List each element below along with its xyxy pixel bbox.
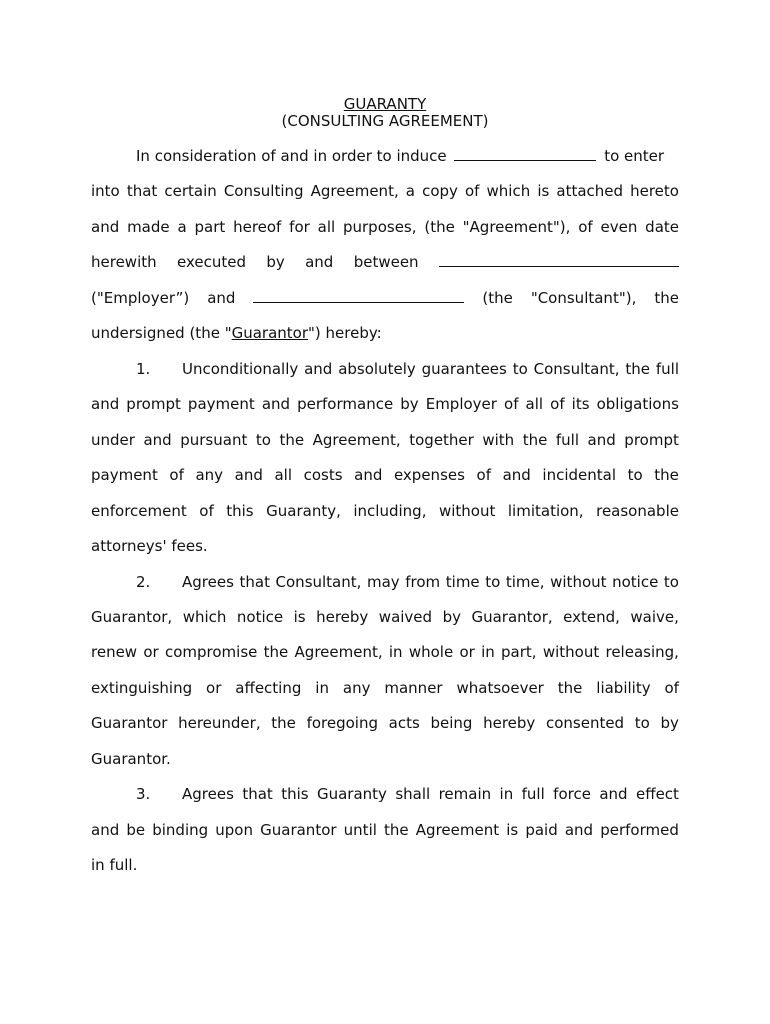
word: full bbox=[655, 360, 679, 378]
word: waive, bbox=[630, 608, 679, 626]
word: be bbox=[126, 821, 146, 839]
company-blank bbox=[454, 145, 596, 161]
word: notice bbox=[612, 573, 659, 591]
word: reasonable bbox=[596, 502, 679, 520]
word: copy bbox=[422, 182, 458, 200]
word: and bbox=[354, 466, 383, 484]
word: and bbox=[587, 431, 616, 449]
word: this bbox=[281, 785, 309, 803]
word: the bbox=[557, 679, 583, 697]
word: absolutely bbox=[338, 360, 416, 378]
word: manner bbox=[384, 679, 443, 697]
word: by bbox=[442, 608, 461, 626]
word: and bbox=[304, 360, 333, 378]
word: force bbox=[553, 785, 591, 803]
word: enforcement bbox=[91, 502, 187, 520]
word: to bbox=[663, 573, 679, 591]
word: that bbox=[126, 182, 158, 200]
word: including, bbox=[353, 502, 427, 520]
word: (the bbox=[424, 218, 455, 236]
clause-2-line bbox=[91, 712, 679, 734]
word: Guaranty, bbox=[266, 502, 341, 520]
clause-1-line bbox=[91, 429, 679, 451]
word: liability bbox=[596, 679, 651, 697]
word: from bbox=[405, 573, 441, 591]
word: the bbox=[522, 431, 548, 449]
employer-blank bbox=[439, 251, 679, 267]
clause-3-line bbox=[91, 819, 679, 841]
word: compromise bbox=[164, 643, 258, 661]
word: all bbox=[525, 395, 544, 413]
clause-1-line bbox=[91, 464, 679, 486]
word: into bbox=[91, 182, 120, 200]
word: date bbox=[645, 218, 679, 236]
word: and bbox=[234, 466, 263, 484]
word: that bbox=[239, 573, 270, 591]
word: or bbox=[459, 643, 475, 661]
word: releasing, bbox=[605, 643, 679, 661]
word: without bbox=[550, 573, 607, 591]
word: effect bbox=[636, 785, 679, 803]
word: part, bbox=[501, 643, 537, 661]
clause-number: 2. bbox=[136, 573, 151, 591]
word: "Agreement"), bbox=[462, 218, 571, 236]
word: the bbox=[263, 643, 289, 661]
word: that bbox=[242, 785, 273, 803]
word: prompt bbox=[624, 431, 679, 449]
word: incidental bbox=[542, 466, 617, 484]
word: for bbox=[289, 218, 310, 236]
word: to bbox=[634, 714, 650, 732]
word: Employer bbox=[425, 395, 497, 413]
word: Agreement bbox=[415, 821, 500, 839]
word: is bbox=[537, 182, 550, 200]
word: Guaranty bbox=[316, 785, 387, 803]
word: by bbox=[400, 395, 419, 413]
word: by bbox=[660, 714, 679, 732]
word: is bbox=[506, 821, 519, 839]
word: a bbox=[177, 218, 187, 236]
word: until bbox=[343, 821, 377, 839]
word: upon bbox=[215, 821, 253, 839]
word: hereby bbox=[483, 714, 536, 732]
word: guarantees bbox=[421, 360, 507, 378]
intro-line-1: In consideration of and in order to induce to enter bbox=[136, 147, 665, 165]
word: time bbox=[445, 573, 480, 591]
word: foregoing bbox=[306, 714, 378, 732]
word: and bbox=[261, 395, 291, 413]
clause-3-last-line: in full. bbox=[91, 856, 138, 874]
word: the bbox=[271, 714, 296, 732]
clause-2-first-line bbox=[136, 571, 679, 593]
word: Agreement, bbox=[312, 431, 401, 449]
word: of bbox=[504, 395, 519, 413]
word: of bbox=[664, 679, 679, 697]
word: of bbox=[464, 182, 480, 200]
word: Agreement, bbox=[294, 643, 383, 661]
word: in bbox=[315, 679, 329, 697]
word: notice bbox=[236, 608, 284, 626]
word: certain bbox=[164, 182, 217, 200]
word: of bbox=[476, 466, 491, 484]
word: expenses bbox=[393, 466, 465, 484]
word: or bbox=[143, 643, 159, 661]
word: pursuant bbox=[180, 431, 248, 449]
consultant-blank bbox=[253, 287, 464, 303]
word: of bbox=[550, 395, 565, 413]
clause-2-line bbox=[91, 606, 679, 628]
word: hereof bbox=[233, 218, 282, 236]
word: Consultant, bbox=[275, 573, 362, 591]
word: consented bbox=[545, 714, 625, 732]
word: hereby bbox=[316, 608, 369, 626]
word: or bbox=[206, 679, 222, 697]
word: in bbox=[388, 643, 403, 661]
word: may bbox=[367, 573, 400, 591]
word: Unconditionally bbox=[182, 360, 299, 378]
clause-1-first-line bbox=[136, 358, 679, 380]
word: being bbox=[430, 714, 473, 732]
word: which bbox=[486, 182, 531, 200]
word: Agrees bbox=[182, 573, 234, 591]
word: to bbox=[627, 466, 643, 484]
word: limitation, bbox=[507, 502, 584, 520]
word: of bbox=[199, 502, 214, 520]
word: and bbox=[91, 395, 120, 413]
word: payment bbox=[91, 466, 158, 484]
word: and bbox=[143, 431, 172, 449]
word: any bbox=[342, 679, 371, 697]
word: and bbox=[91, 821, 120, 839]
intro-line-6: undersigned (the "Guarantor") hereby: bbox=[91, 324, 382, 342]
word: binding bbox=[152, 821, 209, 839]
word: purposes, bbox=[342, 218, 417, 236]
word: to bbox=[255, 431, 271, 449]
word: and bbox=[502, 466, 531, 484]
word: whole bbox=[408, 643, 454, 661]
word: made bbox=[127, 218, 170, 236]
word: Consultant, bbox=[533, 360, 620, 378]
word: all bbox=[317, 218, 336, 236]
word: together bbox=[409, 431, 474, 449]
word: shall bbox=[395, 785, 431, 803]
word: acts bbox=[388, 714, 420, 732]
word: part bbox=[194, 218, 226, 236]
word: a bbox=[405, 182, 415, 200]
clause-2-line bbox=[91, 677, 679, 699]
word: the bbox=[279, 431, 305, 449]
word: and bbox=[91, 218, 120, 236]
word: under bbox=[91, 431, 135, 449]
clause-3-first-line bbox=[136, 783, 679, 805]
clause-1-line bbox=[91, 393, 679, 415]
word: remain bbox=[438, 785, 492, 803]
word: in bbox=[499, 785, 514, 803]
word: Guarantor, bbox=[91, 608, 173, 626]
word: paid bbox=[525, 821, 558, 839]
word: with bbox=[482, 431, 515, 449]
intro-line-5: ("Employer”) and (the "Consultant"), the bbox=[91, 289, 679, 307]
word: and bbox=[564, 821, 594, 839]
word: attached bbox=[556, 182, 624, 200]
word: prompt bbox=[126, 395, 181, 413]
word: to bbox=[512, 360, 528, 378]
word: performance bbox=[297, 395, 394, 413]
word: Guarantor bbox=[260, 821, 337, 839]
word: Agrees bbox=[182, 785, 234, 803]
word: Guarantor bbox=[91, 714, 168, 732]
word: which bbox=[182, 608, 227, 626]
clause-1-line bbox=[91, 500, 679, 522]
word: renew bbox=[91, 643, 138, 661]
guarantor-term: Guarantor bbox=[231, 324, 309, 342]
word: the bbox=[384, 821, 409, 839]
word: waived bbox=[378, 608, 433, 626]
word: time, bbox=[505, 573, 545, 591]
word: in bbox=[481, 643, 495, 661]
word: full bbox=[521, 785, 545, 803]
word: its bbox=[571, 395, 590, 413]
word: obligations bbox=[596, 395, 679, 413]
word: the bbox=[625, 360, 651, 378]
word: of bbox=[578, 218, 593, 236]
clause-number: 3. bbox=[136, 785, 151, 803]
word: this bbox=[226, 502, 254, 520]
word: extinguishing bbox=[91, 679, 193, 697]
word: extend, bbox=[563, 608, 620, 626]
word: even bbox=[600, 218, 638, 236]
intro-line-4: herewith executed by and between bbox=[91, 251, 679, 273]
intro-line-2 bbox=[91, 180, 679, 202]
word: to bbox=[485, 573, 501, 591]
word: Guarantor, bbox=[471, 608, 553, 626]
word: any bbox=[195, 466, 224, 484]
word: and bbox=[599, 785, 628, 803]
clause-2-line bbox=[91, 641, 679, 663]
intro-line-3 bbox=[91, 216, 679, 238]
word: without bbox=[542, 643, 600, 661]
word: whatsoever bbox=[456, 679, 544, 697]
word: costs bbox=[303, 466, 343, 484]
word: hereunder, bbox=[178, 714, 261, 732]
word: all bbox=[274, 466, 293, 484]
word: without bbox=[438, 502, 496, 520]
word: of bbox=[169, 466, 184, 484]
clause-2-last-line: Guarantor. bbox=[91, 750, 171, 768]
word: performed bbox=[600, 821, 679, 839]
word: full bbox=[555, 431, 579, 449]
clause-number: 1. bbox=[136, 360, 151, 378]
word: Consulting bbox=[223, 182, 304, 200]
word: affecting bbox=[235, 679, 302, 697]
document-subtitle: (CONSULTING AGREEMENT) bbox=[281, 112, 489, 130]
word: hereto bbox=[630, 182, 679, 200]
document-title: GUARANTY bbox=[343, 95, 427, 113]
word: Agreement, bbox=[310, 182, 399, 200]
clause-1-last-line: attorneys' fees. bbox=[91, 537, 208, 555]
word: is bbox=[293, 608, 306, 626]
word: the bbox=[654, 466, 679, 484]
word: payment bbox=[187, 395, 255, 413]
